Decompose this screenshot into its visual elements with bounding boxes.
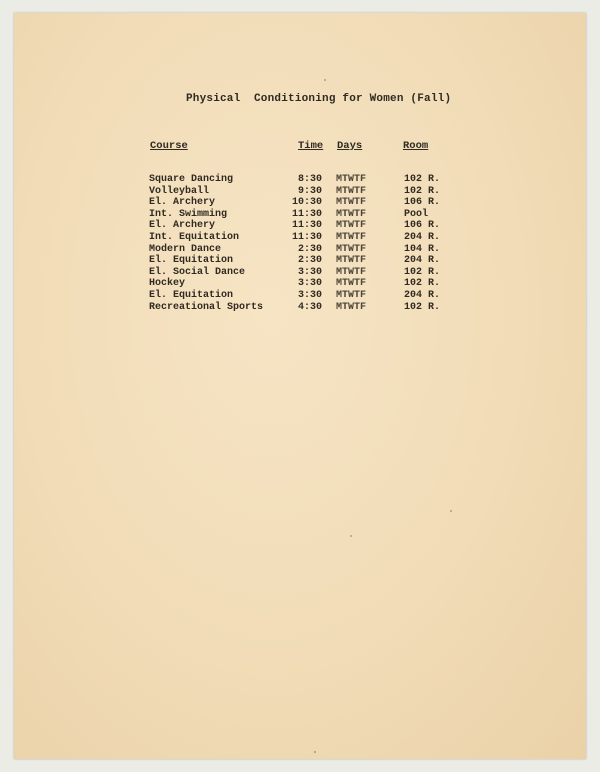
paper-speck <box>350 535 352 537</box>
time-cell: 2:30 <box>297 243 322 255</box>
table-row <box>0 220 600 232</box>
days-cell: MTWTF <box>336 208 367 220</box>
table-row <box>0 197 600 209</box>
room-cell: Pool <box>404 208 429 220</box>
course-cell: Recreational Sports <box>149 301 264 313</box>
table-row <box>0 278 600 290</box>
paper-speck <box>450 510 452 512</box>
days-cell: MTWTF <box>336 231 367 243</box>
course-cell: Hockey <box>149 278 186 290</box>
time-cell: 11:30 <box>291 208 322 220</box>
room-cell: 204 R. <box>404 231 441 243</box>
column-header-room: Room <box>403 140 429 152</box>
paper-speck <box>314 751 316 753</box>
time-cell: 3:30 <box>297 266 322 278</box>
column-header-course: Course <box>150 140 188 152</box>
room-cell: 102 R. <box>404 278 441 290</box>
table-row <box>0 267 600 279</box>
time-cell: 11:30 <box>291 220 322 232</box>
course-cell: El. Social Dance <box>149 266 246 278</box>
course-cell: Int. Swimming <box>149 208 228 220</box>
days-cell: MTWTF <box>336 278 367 290</box>
course-cell: El. Archery <box>149 197 216 209</box>
days-cell: MTWTF <box>336 266 367 278</box>
document-page <box>14 13 586 759</box>
room-cell: 106 R. <box>404 220 441 232</box>
schedule-table <box>0 174 600 313</box>
course-cell: Modern Dance <box>149 243 222 255</box>
room-cell: 106 R. <box>404 197 441 209</box>
time-cell: 11:30 <box>291 231 322 243</box>
table-row <box>0 186 600 198</box>
time-cell: 8:30 <box>297 174 322 185</box>
table-row <box>0 255 600 267</box>
table-row <box>0 174 600 186</box>
days-cell: MTWTF <box>336 255 367 267</box>
course-cell: Int. Equitation <box>149 231 240 243</box>
course-cell: El. Equitation <box>149 255 234 267</box>
time-cell: 9:30 <box>297 185 322 197</box>
room-cell: 204 R. <box>404 255 441 267</box>
time-cell: 4:30 <box>297 301 322 313</box>
table-row <box>0 244 600 256</box>
days-cell: MTWTF <box>336 174 367 185</box>
course-cell: Square Dancing <box>149 174 234 185</box>
room-cell: 102 R. <box>404 301 441 313</box>
room-cell: 102 R. <box>404 266 441 278</box>
room-cell: 102 R. <box>404 174 441 185</box>
room-cell: 204 R. <box>404 289 441 301</box>
time-cell: 3:30 <box>297 278 322 290</box>
course-cell: Volleyball <box>149 185 210 197</box>
table-row <box>0 290 600 302</box>
table-row <box>0 232 600 244</box>
table-row <box>0 302 600 314</box>
days-cell: MTWTF <box>336 289 367 301</box>
column-header-days: Days <box>337 140 363 152</box>
course-cell: El. Equitation <box>149 289 234 301</box>
time-cell: 3:30 <box>297 289 322 301</box>
document-title: Physical Conditioning for Women (Fall) <box>186 93 452 105</box>
days-cell: MTWTF <box>336 301 367 313</box>
room-cell: 104 R. <box>404 243 441 255</box>
days-cell: MTWTF <box>336 243 367 255</box>
course-cell: El. Archery <box>149 220 216 232</box>
time-cell: 10:30 <box>291 197 322 209</box>
paper-speck <box>324 79 326 81</box>
days-cell: MTWTF <box>336 185 367 197</box>
days-cell: MTWTF <box>336 197 367 209</box>
time-cell: 2:30 <box>297 255 322 267</box>
table-row <box>0 209 600 221</box>
room-cell: 102 R. <box>404 185 441 197</box>
column-header-time: Time <box>298 140 324 152</box>
days-cell: MTWTF <box>336 220 367 232</box>
